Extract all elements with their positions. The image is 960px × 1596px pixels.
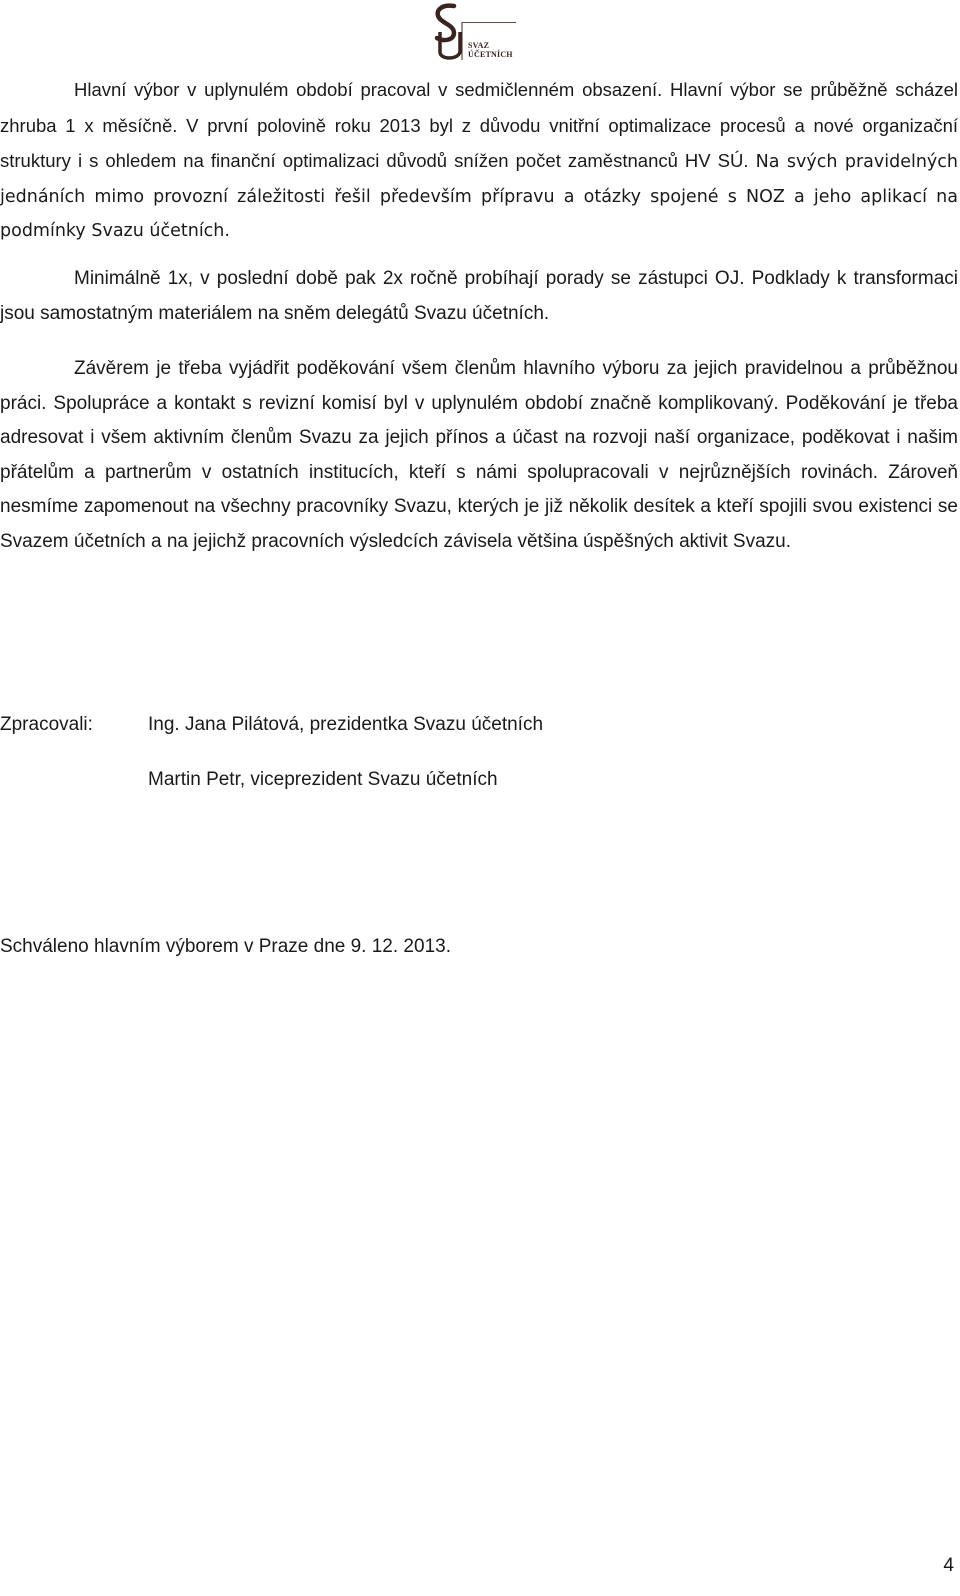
paragraph-conclusion [0,352,958,559]
paragraph-meetings-text: Minimálně 1x, v poslední době pak 2x ročně probíhají porady se zástupci OJ. Podklady k transformaci jsou samostatným materiálem na sněm delegátů Svazu účetních. [0,268,958,324]
signature-author-2: Martin Petr, viceprezident Svazu účetních [148,769,498,790]
approval-statement: Schváleno hlavním výborem v Praze dne 9. 12. 2013. [0,936,451,957]
logo-text [468,41,513,59]
paragraph-meetings [0,262,958,331]
logo-text-line2: ÚČETNÍCH [468,50,513,59]
logo-rule [462,22,516,23]
signature-author-1: Ing. Jana Pilátová, prezidentka Svazu účetních [148,714,544,735]
paragraph-conclusion-text: Závěrem je třeba vyjádřit poděkování všem členům hlavního výboru za jejich pravidelnou a průběžnou práci. Spolupráce a kontakt s revizní komisí byl v uplynulém období značně komplikovaný. Poděkování je třeba adresovat i všem aktivním členům Svazu za jejich přínos a účast na rozvoji naší organizace, poděkovat i našim přátelům a partnerům v ostatních institucích, kteří s námi spolupracovali v nejrůznějších rovinách. Zároveň nesmíme zapomenout na všechny pracovníky Svazu, kterých je již několik desítek a kteří spojili svou existenci se Svazem účetních a na jejichž pracovních výsledcích závisela většina úspěšných aktivit Svazu. [0,358,958,552]
signature-label: Zpracovali: [0,714,93,735]
logo-mark-icon [432,2,466,62]
page-number: 4 [943,1555,954,1576]
paragraph-board-activity-part1: Hlavní výbor v uplynulém období pracoval v sedmičlenném obsazení. Hlavní výbor se průběžně scházel zhruba 1 x měsíčně. V první polovině roku 2013 byl z důvodu vnitřní optimalizace procesů a nové organizační struktury i s ohledem na finanční optimalizaci důvodů snížen počet zaměstnanců HV SÚ. [0,79,958,171]
paragraph-board-activity [0,73,958,249]
logo-text-line1: SVAZ [468,41,490,50]
logo [432,2,528,64]
paragraph-board-activity-part2: Na svých pravidelných jednáních mimo provozní záležitosti řešil především přípravu a otázky spojené s NOZ a jeho aplikací na podmínky Svazu účetních. [0,152,958,241]
